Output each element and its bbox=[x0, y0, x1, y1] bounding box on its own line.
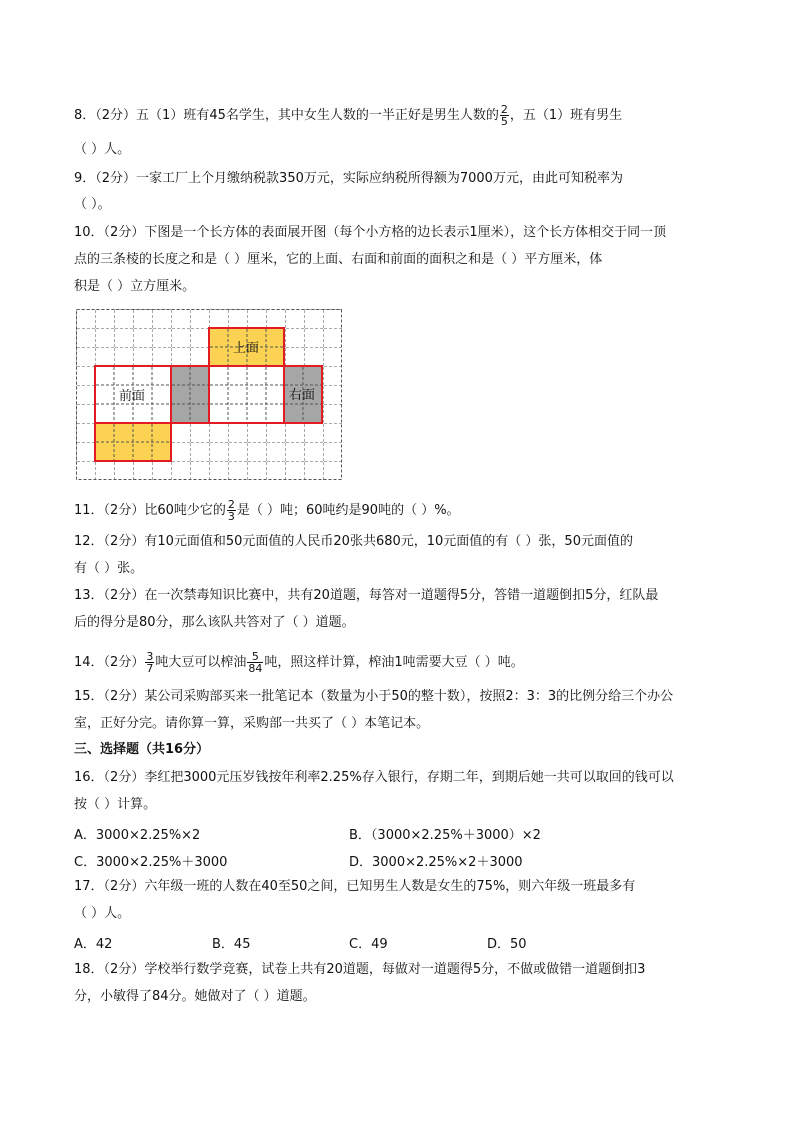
q14-fraction1 bbox=[145, 651, 154, 674]
q14-frac1-den: 7 bbox=[146, 662, 154, 675]
q8-frac-num: 2 bbox=[500, 103, 508, 116]
q17-option-b[interactable]: B．45 bbox=[212, 937, 251, 952]
q16-line1: 16．（2分）李红把3000元压岁钱按年利率2.25%存入银行，存期二年，到期后她一共可以取回的钱可以 bbox=[74, 770, 674, 785]
q15-line2: 室，正好分完。请你算一算，采购部一共买了（ ）本笔记本。 bbox=[74, 716, 430, 731]
q9-line1: 9．（2分）一家工厂上个月缴纳税款350万元，实际应纳税所得额为7000万元，由此可知税率为 bbox=[74, 171, 623, 186]
q8-line1 bbox=[74, 104, 622, 127]
q11-prefix: 11．（2分）比60吨少它的 bbox=[74, 503, 226, 518]
q11-frac-num: 2 bbox=[227, 498, 235, 511]
q14-mid: 吨大豆可以榨油 bbox=[155, 655, 247, 670]
q14-frac2-den: 84 bbox=[248, 662, 263, 675]
q17-option-c[interactable]: C．49 bbox=[349, 937, 388, 952]
q14-fraction2 bbox=[247, 651, 263, 674]
q8-prefix: 8．（2分）五（1）班有45名学生，其中女生人数的一半正好是男生人数的 bbox=[74, 108, 499, 123]
q16-option-c[interactable]: C．3000×2.25%＋3000 bbox=[74, 855, 228, 870]
q18-line1: 18．（2分）学校举行数学竞赛，试卷上共有20道题，每做对一道题得5分，不做或做错一道题倒扣3 bbox=[74, 962, 646, 977]
q10-line2: 点的三条棱的长度之和是（ ）厘米，它的上面、右面和前面的面积之和是（ ）平方厘米，体 bbox=[74, 252, 603, 267]
right-face-label: 右面 bbox=[289, 388, 316, 403]
q17-line1: 17．（2分）六年级一班的人数在40至50之间，已知男生人数是女生的75%，则六年级一班最多有 bbox=[74, 879, 636, 894]
q15-line1: 15．（2分）某公司采购部买来一批笔记本（数量为小于50的整十数），按照2：3：3的比例分给三个办公 bbox=[74, 689, 674, 704]
q12-line1: 12．（2分）有10元面值和50元面值的人民币20张共680元，10元面值的有（ ）张，50元面值的 bbox=[74, 534, 633, 549]
q17-option-d[interactable]: D．50 bbox=[487, 937, 527, 952]
top-face-label: 上面 bbox=[233, 341, 260, 356]
q11-frac-den: 3 bbox=[227, 510, 235, 523]
q13-line2: 后的得分是80分，那么该队共答对了（ ）道题。 bbox=[74, 615, 355, 630]
q14-frac1-num: 3 bbox=[146, 650, 154, 663]
q9-line2: （ ）。 bbox=[74, 197, 111, 212]
q12-line2: 有（ ）张。 bbox=[74, 561, 144, 576]
front-face-label: 前面 bbox=[119, 389, 146, 404]
q11-line bbox=[74, 499, 460, 522]
q16-option-d[interactable]: D．3000×2.25%×2＋3000 bbox=[349, 855, 523, 870]
q17-line2: （ ）人。 bbox=[74, 906, 131, 921]
q16-line2: 按（ ）计算。 bbox=[74, 797, 157, 812]
q8-frac-den: 5 bbox=[500, 115, 508, 128]
q11-fraction bbox=[227, 499, 236, 522]
q17-option-a[interactable]: A．42 bbox=[74, 937, 113, 952]
q14-line bbox=[74, 651, 524, 674]
q10-line1: 10．（2分）下图是一个长方体的表面展开图（每个小方格的边长表示1厘米），这个长方体相交于同一顶 bbox=[74, 225, 667, 240]
q13-line1: 13．（2分）在一次禁毒知识比赛中，共有20道题，每答对一道题得5分，答错一道题倒扣5分，红队最 bbox=[74, 588, 659, 603]
q10-line3: 积是（ ）立方厘米。 bbox=[74, 279, 196, 294]
q16-option-b[interactable]: B．（3000×2.25%＋3000）×2 bbox=[349, 828, 541, 843]
q16-option-a[interactable]: A．3000×2.25%×2 bbox=[74, 828, 201, 843]
q14-suffix: 吨，照这样计算，榨油1吨需要大豆（ ）吨。 bbox=[264, 655, 524, 670]
q18-line2: 分，小敏得了84分。她做对了（ ）道题。 bbox=[74, 989, 316, 1004]
q8-fraction bbox=[500, 104, 509, 127]
q8-suffix: ，五（1）班有男生 bbox=[509, 108, 623, 123]
section3-title: 三、选择题（共16分） bbox=[74, 742, 210, 757]
q8-line2: （ ）人。 bbox=[74, 142, 131, 157]
q14-frac2-num: 5 bbox=[247, 651, 263, 663]
q14-prefix: 14．（2分） bbox=[74, 655, 145, 670]
q10-net-diagram bbox=[76, 309, 344, 483]
q11-suffix: 是（ ）吨；60吨约是90吨的（ ）%。 bbox=[236, 503, 460, 518]
